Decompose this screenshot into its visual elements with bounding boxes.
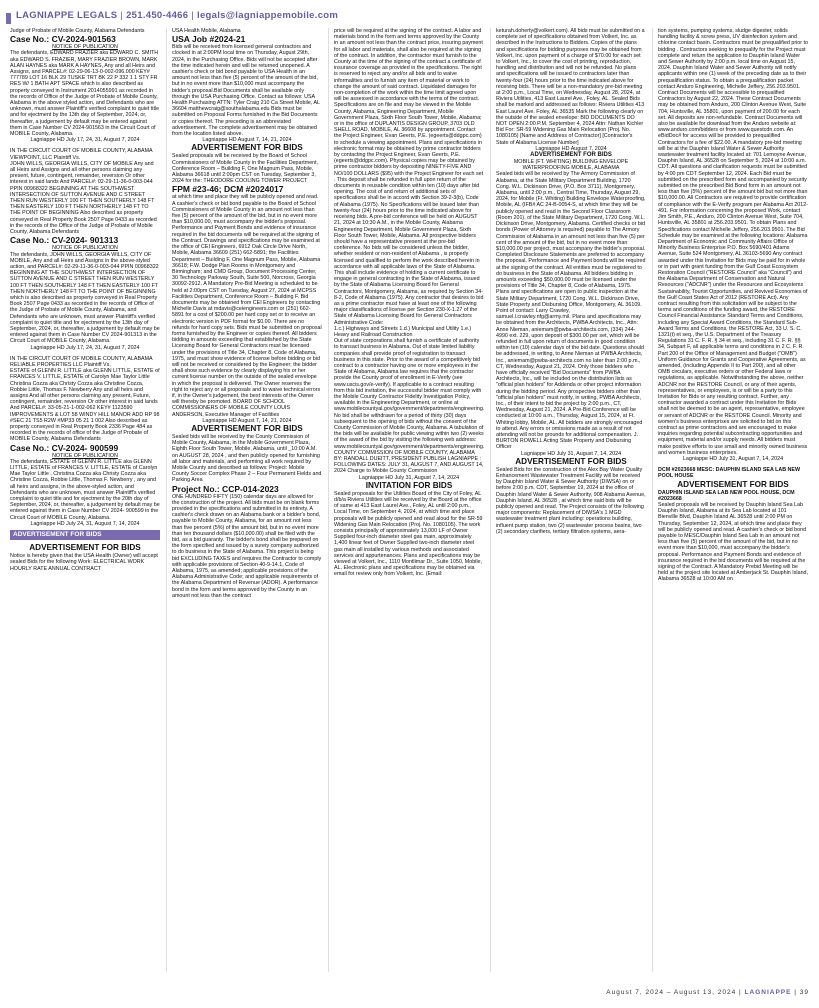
case-body: The defendants, JOHN WILLS, GEORGIA WILLS, CITY OF MOBILE, Any and all Heirs and Assigns in the above-styled action, and PARCEL#: 02-29-11-36-0-003-044 PPIN 00968322 BEGINNING AT THE SOUTHWEST INTERSECTION OF SUTTON AVENUE AND C STREET THEN RUN WESTERLY 100 FT THEN SOUTHERLY 148 FT THEN EASTERLY 100 FT THEN NORTHERLY 148 FT TO THE POINT OF BEGINNING which is also described as property conveyed in Real Property Book 2507 Page 0433 as recorded in the records of Office of the Judge of Probate of Mobile County, Alabama, and Defendants who are unknown, must answer Plaintiff's verified complaint to quiet title and for ejectment by the 13th day of September, 2024, or, thereafter, a judgement by default may be entered against them in Case Number CV 2024-901313 in the Circuit Court of MOBILE County, Alabama. xyxy=(10,251,160,345)
column-1 xyxy=(10,28,160,972)
ad-body: Sealed proposals will be received by the Board of School Commissioners of Mobile County in the Facilities Department, Conference Room – Building F, One Magnum Pass, Mobile, Alabama 36618 until 2:00pm CST on Tuesday, September 3, 2024 for the: THEODORE COOLING TOWER PROJECT xyxy=(172,153,319,185)
case-heading: Case No.: CV-2024-901563 xyxy=(10,34,116,45)
court-caption: IN THE CIRCUIT COURT OF MOBILE COUNTY, ALABAMA RELIABLE PROPERTIES LLC Plaintiff Vs. xyxy=(10,355,153,368)
ad-body: price will be required at the signing of the contract. A labor and materials bond in the form and terms approved by the County in an amount not less than the contract price, insuring payment for all labor and materials, shall also be required at the signing of the contract. In addition, the contractor must furnish to the County at the time of the signing of the contract a certificate of insurance coverage as provided in the specifications. The right is reserved to reject any and/or all bids and to waive informalities and to furnish any item of material or work to change the amount of said contract. Liquidated damages for non-completion of the work within the time limit agreed upon will be assessed in accordance with the terms of the contract. Specifications are on file and may be viewed in the Mobile County, Alabama, Engineering Department, Mobile Government Plaza, Sixth Floor South Tower, Mobile, Alabama; or in the office of DUPLANTIS DESIGN GROUP, 3703 OLD SHELL ROAD, MOBILE, AL 36608 by appointment. Contact the Project Engineer, Evan Geerts, P.E. (egeerts@ddgpc.com) to schedule a viewing appointment. Plans and specifications in electronic format may be obtained by prime contractor bidders by contacting the Project Engineer, Evan Geerts, P.E. (egeerts@ddgpc.com). Physical copies may be obtained by prime contractor bidders by depositing NINETY-FIVE AND NO/100 DOLLARS ($95) with the Project Engineer for each set . This deposit shall be refunded in full upon return of the documents in reusable condition within ten (10) days after bid opening. The cost of and return of additional sets of specifications shall be in accord with Section 39-2-3(b), Code of Alabama (1975). No Specifications will be issued later than twenty-four (24) hours prior to the time indicated above for receiving bids. A pre-bid conference will be held on AUGUST 21, 2024 at 10:30 A.M., in the Mobile County, Alabama Engineering Department, Mobile Government Plaza, Sixth Floor South Tower, Mobile, Alabama. All prospective bidders should have a representative present at the pre-bid conference. No bids will be considered unless the bidder, whether resident or non-resident of Alabama , is properly licensed and qualified to perform the work described herein in accordance with all applicable laws of the State of Alabama. This shall include evidence of holding a current certificate to engage in general contracting in the State of Alabama, issued by the State of Alabama Licensing Board for General Contractors, Montgomery, Alabama, as required by Section 34-8-2, Code of Alabama (1975). Any contractor that desires to bid as a prime contractor must have at least one of the following major classifications of license per Section 230-X-1.27 of the State of Alabama Licensing Board for General Contractors Administrative Code: xyxy=(334,28,484,326)
ad-heading: Project No.: CCP-014-2023 xyxy=(172,483,279,494)
license-list: 1.c.) Highways and Streets 1.d.) Municipal and Utility 1.e.) Heavy and Railroad Construction xyxy=(334,325,472,338)
publication-dates: Lagniappe HD August 7, 14, 21, 2024 xyxy=(202,137,292,144)
court-caption: IN THE CIRCUIT COURT OF MOBILE COUNTY, ALABAMA VIEWPOINT, LLC Plaintiff Vs. xyxy=(10,148,153,161)
ad-body: keturah.doherty@volkert.com). All bids must be submitted on a complete set of specifications obtained from Volkert, Inc. as described in the Instructions to Bidders. Copies of the plans and specifications for bidding purposes may be obtained from Volkert, Inc. upon payment of a charge of $70.00 for each set to Volkert, Inc., to cover the cost of printing, reproduction, handling and distribution and will not be refunded. No plans and specifications will be issued to contractors later than twenty-four (24) hours prior to the time indicated above for receiving bids. There will be a non-mandatory pre-bid meeting at 2:00 p.m., Local Time, on Wednesday, August 28, 2024, at Riviera Utilities, 413 East Laurel Ave., Foley, AL. Sealed Bids shall be marked and addressed as follows: Riviera Utilities 413 East Laurel Ave. Foley, AL 36535 Mark the following clearly on the outside of the sealed envelope: BID DOCUMENTS DO NOT OPEN 2:00 P.M. September 4, 2024 Attn: Nathan Kichler Bid For: SR-59 Widening Gas Main Relocation (Proj. No. 1080105) [Name and Address of Contractor] [Contractor's State of Alabama License Number] xyxy=(496,28,645,146)
ad-heading: ADVERTISEMENT FOR BIDS xyxy=(191,143,303,153)
ad-reference: DCM #2023668 MESC: DAUPHIN ISLAND SEA LAB NEW POOL HOUSE xyxy=(658,467,801,480)
column-3 xyxy=(334,28,484,972)
ad-body: at which time and place they will be publicly opened and read. A cashier's check or bid bond payable to the Board of School Commissioners of Mobile County in an amount not less than five (5) percent of the amount of the bid, but in no event more than $10,000.00, must accompany the bidder's proposal. Performance and Payment Bonds and evidence of insurance required in the bid documents will be required at the signing of the Contract. Drawings and specifications may be examined at the office of CEI Engineers, 6912 Oak Circle Drive North, Mobile, Alabama 36609 (251) 662-5891; the Facilities Department – Building F, One Magnum Pass, Mobile, Alabama 36618; F.W. Dodge Plan Rooms in Montgomery and Birmingham; and CMD Group, Document Processing Center, 30 Technology Parkway South, Suite 500, Norcross, Georgia 30092-2912. A Mandatory Pre-Bid Meeting is scheduled to be held at 2:00pm CST on Tuesday, August 27, 2024 at MCPSS Facilities Department, Conference Room – Building F. Bid documents may be obtained from CEI Engineers by contacting Michelle Davis at mdavis@ceiengineers.com or (251) 662-5891 for a cost of $200.00 per hard copy set or to receive an electronic version in PDF format for $0.00. There are no refunds for hard copy sets. Bids must be submitted on proposal forms furnished by the Engineer or copies thereof. All bidders bidding in amounts exceeding that established by the State Licensing Board for General Contractors must be licensed under the provisions of Title 34, Chapter 8, Code of Alabama, 1975, and must show evidence of license before bidding or bid will not be received or considered by the Engineer; the bidder shall show such evidence by clearly displaying his or her current license number on the outside of the sealed envelope in which the proposal is delivered. The Owner reserves the right to reject any or all proposals and to waive technical errors if, in the Owner's judgement, the best interests of the Owner will thereby be promoted. BOARD OF SCHOOL COMMISSIONERS OF MOBILE COUNTY LOUIS ANDERSON, Executive Manager of Facilities xyxy=(172,194,322,418)
footer-brand: LAGNIAPPE xyxy=(744,989,792,996)
ad-body: tion systems, pumping systems, sludge digester, solids handling facility & screw press, UV disinfection system and chlorine contact basin. Contractors must be prequalified prior to bidding . Contractors seeking to prequalify for the Project must complete and return the application to Dauphin Island Water and Sewer Authority by 2:00 p.m. local time on August 15, 2024. Dauphin Island Water and Sewer Authority will notify applicants within one (1) week of the preceding date as to their prequalification status. To obtain a prequalification packet contact Anduro Engineering, Michelle Jeffery, 256.203.9501. Contract Documents will be accessible to prequalified Contractors by August 22, 2024. These Contract Documents may be obtained from Anduro, 200 Clinton Avenue West, Suite 704, Huntsville, AL 35801, upon payment of 200.00 for each set. All deposits are non-refundable. Contract Documents will also be available for download from the Anduro website at: www.anduro.com/bidders or from www.questcdn.com. An eBidDoc# for access will be provided to prequalified Contractors for a fee of $22.00. A mandatory pre-bid meeting will be at the Dauphin Island Water & Sewer Authority wastewater treatment facility located at: 701 Lemoyne Avenue, Dauphin Island, AL 36528 on September 5, 2024 at 10:00 a.m. CDT. All questions and clarification requests must be submitted by 4:00 pm CDT September 12, 2024. Each Bid must be submitted on the prescribed form and accompanied by security submitted on the prescribed Bid Bond form in an amount not less than five (5%) percent of the amount bid but not more than $10,000.00. All Contractors are required to provide certification of compliance with the E-Verify program per Alabama Act 2012-491. For information concerning the proposed Work, contact Jim Smith, P.E., Anduro, 200 Clinton Avenue West, Suite 704, Huntsville, AL 35801 at 256.203.9501. To obtain Plans and Specifications contact Michelle Jeffery, 256.203.9501. The Bid Schedule may be examined at the following locations: Alabama Department of Economic and Community Affairs Office of Minority Business Enterprise P.O. Box 5690/401 Adams Avenue, Suite 524 Montgomery, AL 36103-5690 Any contract awarded under this Invitation for Bids may be paid for in whole or in part with grant funding from the Gulf Coast Ecosystem Restoration Council ("RESTORE Council" aka "Council") and the Alabama Department of Conservation and Natural Resources ("ADCNR") under the Resources and Ecosystems Sustainability, Tourist Opportunities, and Revived Economies of the Gulf Coast States Act of 2012 (RESTORE Act). Any contract resulting from this solicitation will be subject to the terms and conditions of the funding award, the RESTORE Council Financial Assistance Standard Terms and Conditions, including any Special Award Conditions, the Standard Sub-Award Terms and Conditions, the RESTORE Act, 33 U. S. C. 1321(t) et seq., the U.S. Department of the Treasury Regulations 31 C. F. R. § 34 et seq., including 31 C. F. R. §§ 34, Subpart F, all applicable terms and conditions in 2 C. F. R. Part 200 of the Office of Management and Budget ("OMB") Uniform Guidance for Grants and Cooperative Agreements, as amended, (including Appendix II to Part 200), and all other OMB circulars, executive orders or other Federal laws or regulations, as applicable. Notwithstanding the above, neither ADCNR nor the RESTORE Council, or any of their agents, representatives, or employees, is or will be a party to this Invitation for Bids or any resulting contract. Further, any contractor awarded a contract under this Invitation for Bids shall not be deemed to be an agent, representative, employee or servant of ADCNR or the RESTORE Council. Minority and women's business enterprises are solicited to bid on this contract as prime contractors and are encouraged to make inquiries regarding potential subcontracting opportunities and equipment, material and/or supply needs. All bidders must make positive efforts to use small and minority owned business and women business enterprises. xyxy=(658,28,808,456)
section-banner: ADVERTISEMENT FOR BIDS xyxy=(10,530,160,540)
header-title: LAGNIAPPE LEGALS | 251.450-4466 | legals@lagniappemobile.com xyxy=(16,10,339,21)
publication-dates: Lagniappe HD July 17, 24, 31, August 7, 2024 xyxy=(30,137,140,144)
publication-dates: Lagniappe HD July 31, August 7, 14, 2024 xyxy=(520,450,622,457)
ad-body: Sealed bids will be received by The Armory Commission of Alabama, at the State Military Department Building, 1720 Cong. W.L. Dickinson Drive, (P.O. Box 3711), Montgomery, Alabama, until 2:00 p.m., Central Time, Thursday, August 29, 2024, for Mobile (Ft. Whiting) Building Envelope Waterproofing, Mobile, AL (IFB# AC 24-B-0054-S, at which time they will be publicly opened and read in the Second Floor Classroom (Room 201), of the State Military Department, 1720 Cong. W.L. Dickinson Drive, Montgomery, Alabama. Certified checks or bid bonds (Power of Attorney is required) payable to The Armory Commission of Alabama in an amount not less than five (5) per cent of the amount of the bid, but in no event more than $10,000.00 per project, must accompany the bidder's proposal. Completed Disclosure Statements are preferred to accompany the proposal. Performance and Payment bonds will be required at the signing of the contract. All entities must be registered to do business in the State of Alabama. All bidders bidding in amounts exceeding $50,000.00 must be licensed under the provisions of Title 34, Chapter 8, Code of Alabama, 1975. Plans and specifications are open to public inspection at the State Military Department, 1720 Cong. W.L. Dickinson Drive, State Property and Disbursing Office, Montgomery, AL 36109. Point of contact: Larry Crawley, samuel.l.crawley.nfg@army.mil. Plans and specifications may be obtained from the Architects, PWBA Architects, Inc., Attn: Anne Nieman, aniemam@pwba-architects.com, (334) 244-4990 ext. 229, upon deposit of $300.00 per set, which will be refunded in full upon return of documents in good condition within ten (10) calendar days of the bid date. Questions should be addressed, in writing, to Anne Nieman at PWBA Architects, Inc., aniemam@pwba-architects.com no later than 2:00 p.m., CT, Wednesday, August 21, 2024. Only those bidders who have officially received "Bid Documents" from PWBA Architects, Inc., will be included on the distribution lists as "official plan holders" for Addenda or other project information during the bidding period. Any prospective bidders other than "official plan holders" must notify, in writing, PWBA Architects, Inc., of their intent to bid the project by 2:00 p.m., CT, Wednesday, August 21, 2024. A Pre-Bid Conference will be conducted at 10:00 a.m., Thursday, August 15, 2024, at Ft. Whiting lobby, Mobile, AL. All bidders are strongly encouraged to attend. Any errors or omissions made as a result of not attending will not be grounds for additional compensation. J. BURTON ROWELL Acting State Property and Disbursing Officer xyxy=(496,171,646,451)
publication-dates: Lagniappe HD August 7, 2024 xyxy=(535,145,607,152)
publication-email[interactable]: legals@lagniappemobile.com xyxy=(197,10,339,21)
ad-body: Sealed proposals will be received by Dauphin Island Sea Lab Dauphin Island, Alabama at its Sea Lab located at 101 Bienville Blvd, Dauphin Island AL 36528 until 2:00 PM on Thursday, September 12, 2024, at which time and place they will be publicly opened and read. A cashier's check or bid bond payable to MESC/Dauphin Island Sea Lab in an amount not less than five (5) percent of the amount of the bid, but in no event more than $10,000, must accompany the bidder's proposal. Performance and Payment Bonds and evidence of insurance required in the bid documents will be required at the signing of the Contract. A Mandatory Prebid Meeting will be held at the project site located at Amberjack St. Dauphin Island, Alabama 36528 at 10:00 AM on xyxy=(658,502,808,583)
case-heading: Case No.: CV-2024- 901313 xyxy=(10,235,119,246)
column-2 xyxy=(172,28,322,972)
notice-title: NOTICE OF PUBLICATION xyxy=(52,245,118,252)
ad-heading: ADVERTISEMENT FOR BIDS xyxy=(677,479,789,489)
publication-dates: Lagniappe HD July 31, August 7, 14, 2024 xyxy=(358,474,460,481)
ad-heading: ADVERTISEMENT FOR BIDS xyxy=(29,543,141,553)
notice-title: NOTICE OF PUBLICATION xyxy=(52,44,118,51)
ad-subheading: DAUPHIN ISLAND SEA LAB NEW POOL HOUSE, DCM #2023668 xyxy=(658,489,795,502)
ad-heading: FPM #23-46; DCM #2024017 xyxy=(172,184,284,195)
column-5 xyxy=(658,28,808,972)
intro-text: Judge of Probate of Mobile County, Alabama Defendants xyxy=(10,28,145,34)
ad-body: Out of state corporations shall furnish a certificate of authority to transact business in Alabama. Out of state limited liability companies shall provide proof of registration to transact business in this state. Prior to the award of a competitively bid contract to a contractor having one or more employees in the State of Alabama, Alabama law requires that the contractor provide the County proof of enrollment in E-Verify (see www.uscis.gov/e-verify). If applicable to a contract resulting from this bid invitation, the successful bidder must comply with the Mobile County Contractor Fidelity Investigation Policy, available in the Engineering Department, or online at www.mobilecountyal.gov/government/departments/engineering. No bid shall be withdrawn for a period of thirty (30) days subsequent to the opening of bids without the consent of the County Commission of Mobile County, Alabama. A tabulation of the bids will be available for public viewing within two (2) weeks of the award of the bid by visiting the following web address: www.mobilecountyal.gov/government/departments/engineering. COUNTY COMMISSION OF MOBILE COUNTY, ALABAMA BY: RANDALL DUEITT, PRESIDENT PUBLISH LAGNIAPPE : FOLLOWING DATES: JULY 31, AUGUST 7, AND AUGUST 14, 2024 Charge to Mobile County Commission xyxy=(334,338,484,475)
case-heading: Case No.: CV-2024- 900599 xyxy=(10,442,119,453)
ad-heading: USA Job #2024-21 xyxy=(172,34,246,45)
ad-heading: ADVERTISEMENT FOR BIDS xyxy=(515,456,627,466)
ad-heading: INVITATION FOR BIDS xyxy=(365,480,453,490)
publication-name: LAGNIAPPE LEGALS xyxy=(16,10,118,21)
ad-body: Sealed bids will be received by the County Commission of Mobile County, Alabama, in the Mobile Government Plaza, Eighth Floor South Tower, Mobile, Alabama, until _10:00 A.M. on AUGUST 28, 2024 , and then publicly opened for furnishing all labor and materials, and performing all work required by Mobile County and described as follows: Project: Mobile County Soccer Complex Phase 2 – Four Permanent Fields and Parking Area xyxy=(172,433,322,484)
header-accent-bar xyxy=(6,13,11,24)
ad-subheading: MOBILE (FT. WHITING) BUILDING ENVELOPE WATERPROOFING MOBILE, ALABAMA xyxy=(513,159,629,172)
publication-dates: Lagniappe HD July 17, 24, 31, August 7, 2024 xyxy=(30,344,140,351)
ad-body: Notice is hereby given that the USA Health (Owner) will accept sealed Bids for the following Work: ELECTRICAL WORK HOURLY RATE ANNUAL CONTRACT xyxy=(10,553,158,572)
ad-body: ONE HUNDRED FIFTY (150) calendar days are allowed for the construction of the project. All bids must be on blank forms provided in the specifications and submitted in its entirety. A cashier's check drawn on an Alabama bank or a bidder's bond, payable to Mobile County, Alabama, for an amount not less than five percent (5%) of the amount bid, but in no event more than ten thousand dollars ($10,000.00) shall be filed with the bid, as a bid guaranty. The bidder's bond shall be prepared on the form specified and issued by a surety company authorized to do business in the State of Alabama. This project is being bid EXCLUDING TAXES and requires the Contractor to comply with applicable provisions of Section 40-9-14.1, Code of Alabama, 1975, as amended; applicable provisions of the Alabama Administrative Code; and applicable requirements of the Alabama Department of Revenue (ADOR). A performance bond in the form and terms approved by the County in an amount not less than the contract xyxy=(172,493,322,599)
notice-title: NOTICE OF PUBLICATION xyxy=(52,452,118,459)
column-4 xyxy=(496,28,646,972)
case-body: The defendants, ESTATE of GLENN R. LITTLE aka GLENN LITTLE, ESTATE of FRANCES V. LITTLE, ESTATE of Carolyn Mae Taylor Little , Christina Cozza aka Christy Cozza aka Christine Cozza, Robbie Little, Thomas F. Newberry , any and all heirs and assigns, in the above-styled action, and Defendants who are unknown, must answer Plaintiff's verified complaint to quiet title and for ejectment by the 20th day of September, 2024, or, thereafter, a judgement by default may be entered against them in Case Number CV 2024- 900599 in the Circuit Court of MOBILE County, Alabama. xyxy=(10,458,160,521)
ad-body: Bids will be received from licensed general contractors and clocked in at 2:00PM local time on Thursday, August 29th, 2024, in the Purchasing Office. Bids will not be accepted after the time indicated herein and will be returned unopened. A cashier's check or bid bond payable to USA Health in an amount not less than five (5) percent of the amount of the bid, but in no event more than $10,000 must accompany the bidder's proposal.Bid Documents shall be available only through the USA Purchasing Office. Contact as follows: USA Health Purchasing ATTN: Tyler Craig 210 Ca Street Mobile, AL 36604 matthewcraig@southalabama.edu Bids must be submitted on Proposal Forms furnished in the Bid Documents or copies thereof. The preceding is an abbreviated advertisement. The complete advertisement may be obtained from the location listed above. xyxy=(172,44,320,138)
publication-dates: Lagniappe HD July 24, 31, August 7, 14, 2024 xyxy=(30,520,140,527)
ad-heading: ADVERTISEMENT FOR BIDS xyxy=(191,423,303,433)
page-header xyxy=(0,0,819,28)
ad-heading: ADVERTISEMENT FOR BIDS xyxy=(530,152,612,159)
parties-text: JOHN WILLS, GEORGIA WILLS, CITY OF MOBILE Any and all Heirs and Assigns and all other persons claiming any present, future, contingent, remainder, reversion Or other interest in said lands And PARCEL#: 02-29-11-36-0-003-044 PPIN 00968322 BEGINNING AT THE SOUTHWEST INTERSECTION OF SUTTON AVENUE AND C STREET THEN RUN WESTERLY 100 FT THEN SOUTHERLY 148 FT THEN EASTERLY 100 FT THEN NORTHERLY 148 FT TO THE POINT OF BEGINNING Also described as property conveyed in Real Property Book 2507 Page 0433 as recorded in the records of the Office of the Judge of Probate of Mobile County, Alabama Defendants xyxy=(10,160,157,236)
footer-dates: August 7, 2024 – August 13, 2024 xyxy=(606,989,737,996)
page-number: 39 xyxy=(799,989,809,996)
publication-dates: Lagniappe HD July 31, August 7, 14, 2024 xyxy=(682,456,784,463)
page-footer: August 7, 2024 – August 13, 2024 | LAGNIAPPE | 39 xyxy=(606,989,809,996)
case-body: The defendants, EDWARD FRAZIER aka EDWARD C. SMITH aka EDWARD S. FRAZIER, MARY FRAZIER BROWN, MARK ALAN HAYNES aka MARK A HAYNES, Any and all Heirs and Assigns, and PARCEL#: 02-29-06-13-0-002-096.000 KEY# 777789 LOT 16 BLK 29 TUSKE TRT BK 22 P 332 1 1 STY FR RES W/ 1 BATH APT SPACE which is also described as property conveyed in Instrument 2014055991 as recorded in the records of Office of the Judge of Probate of Mobile County, Alabama in the above styled action, and Defendants who are unknown, must answer Plaintiff's verified complaint to quiet title and for ejectment by the 13th day of September, 2024, or, thereafter, a judgement by default may be entered against them in Case Number CV 2024-901563 in the Circuit Court of MOBILE County, Alabama. xyxy=(10,50,160,138)
ad-body: Sealed proposals for the Utilities Board of the City of Foley, AL d/b/a Riviera Utilities will be received by the Board at the office of same at 413 East Laurel Ave., Foley, AL until 2:00 p.m., Local Time, on September 4, 2024, at which time and place proposals will be publicly opened and read aloud for the SR-59 Widening Gas Main Relocation (Proj. No. 1080105). The work consists principally of approximately 13,000 LF of Owner Supplied four-inch diameter steel gas main, approximately 1,400 linear feet of Owner Supplied two-inch diameter steel gas main all installed by various methods and associated services and appurtenances. Plans and specifications may be viewed at Volkert, Inc., 1110 Montlimar Dr., Suite 1050, Mobile, AL. Electronic plans and specifications may be obtained via email for review only from Volkert, Inc. (Email: xyxy=(334,490,483,578)
publication-dates: Lagniappe HD August 7, 14, 21, 2024 xyxy=(202,417,292,424)
ad-body: Sealed Bids for the construction of the Alex Bay Water Quality Enhancement Wastewater Treatment Facility will be received by Dauphin Island Water & Sewer Authority (DIWSA) on or before 2:00 p.m. CDT, September 19, 2024 at the office of Dauphin Island Water & Sewer Authority, 908 Alabama Avenue, Dauphin Island, AL 36528 , at which time said bids will be publicly opened and read. The Project consists of the following major components: Replacement of DIWSA's 1 MGD wastewater treatment plant including: operations building, influent pump station, two (2) wastewater process basins, two (2) secondary clarifiers, tertiary filtration systems, aera- xyxy=(496,466,646,535)
ad-top: USA Health Mobile, Alabama xyxy=(172,28,241,34)
legal-columns xyxy=(10,28,810,972)
parties-text: ESTATE of GLENN R. LITTLE aka GLENN LITTLE, ESTATE of FRANCES V. LITTLE, ESTATE of Carolyn Mae Taylor Little Christina Cozza aka Christy Cozza aka Christine Cozza, Robbie Little, Thomas F. Newberry Any and all heirs and assigns And all other persons claiming any present, Future, contingent, remainder, reversion Or other interest in said lands And PARCEL#: 33-05-21-1-002-062 KEY# 1123590 IMPROVEMENTS & LOT 58 WINDY HILL MANOR ADD RP 98 #SEC 21 TS5 R2W #MP33 05 21 1 002 Also described as property conveyed in Real Property Book 2336 Page 484 as recorded in the records of office of the Judge of Probate of MOBILE County, Alabama Defendants xyxy=(10,368,160,443)
publication-phone: 251.450-4466 xyxy=(126,10,189,21)
